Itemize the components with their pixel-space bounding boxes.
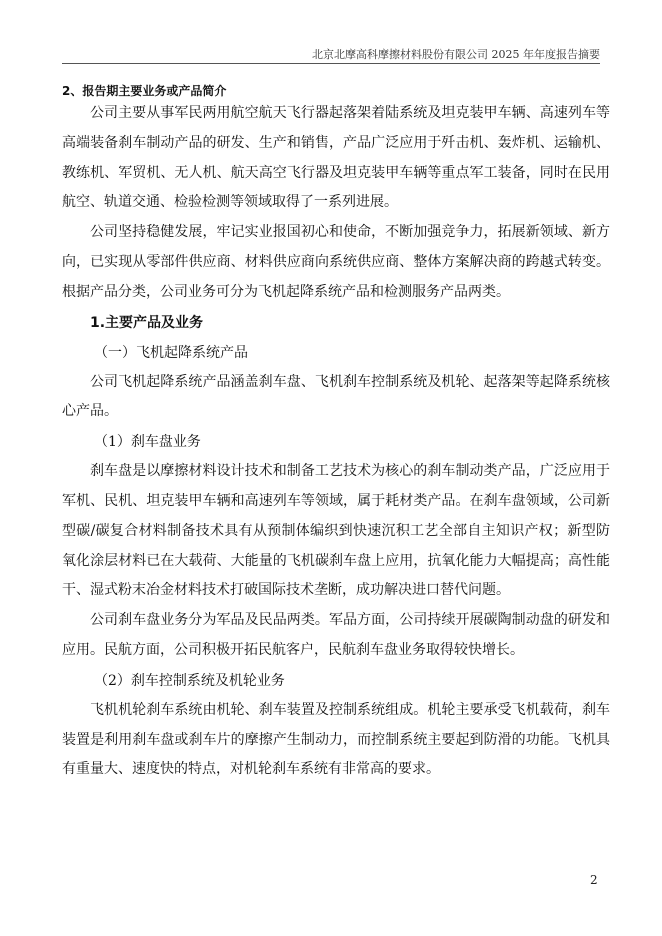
paragraph-landing-systems: 公司飞机起降系统产品涵盖刹车盘、飞机刹车控制系统及机轮、起落架等起降系统核心产品。 bbox=[62, 373, 610, 420]
section-title: 2、报告期主要业务或产品简介 bbox=[62, 84, 227, 98]
paragraph-brake-disc-markets: 公司刹车盘业务分为军品及民品两类。军品方面，公司持续开展碳陶制动盘的研发和应用。民航方面，公司积极开拓民航客户，民航刹车盘业务取得较快增长。 bbox=[62, 612, 610, 658]
subsection-title-main-products: 1.主要产品及业务 bbox=[90, 314, 204, 331]
paragraph-brake-disc: 刹车盘是以摩擦材料设计技术和制备工艺技术为核心的刹车制动类产品，广泛应用于军机、民机、坦克装甲车辆和高速列车等领域，属于耗材类产品。在刹车盘领域，公司新型碳/碳复合材料制备技术具有从预制体编织到快速沉积工艺全部自主知识产权；新型防氧化涂层材料已在大载荷、大能量的飞机碳刹车盘上应用，抗氧化能力大幅提高；高性能干、湿式粉末冶金材料技术打破国际技术垄断，成功解决进口替代问题。 bbox=[62, 463, 610, 599]
paragraph-business-overview: 公司主要从事军民两用航空航天飞行器起落架着陆系统及坦克装甲车辆、高速列车等高端装备刹车制动产品的研发、生产和销售，产品广泛应用于歼击机、轰炸机、运输机、教练机、军贸机、无人机、航天高空飞行器及坦克装甲车辆等重点军工装备，同时在民用航空、轨道交通、检验检测等领域取得了一系列进展。 bbox=[62, 105, 610, 211]
paragraph-brake-control: 飞机机轮刹车系统由机轮、刹车装置及控制系统组成。机轮主要承受飞机载荷，刹车装置是利用刹车盘或刹车片的摩擦产生制动力，而控制系统主要起到防滑的功能。飞机具有重量大、速度快的特点，对机轮刹车系统有非常高的要求。 bbox=[62, 701, 610, 778]
item-title-brake-disc: （1）刹车盘业务 bbox=[94, 434, 201, 451]
page-number: 2 bbox=[590, 873, 598, 887]
subsection-title-landing-systems: （一）飞机起降系统产品 bbox=[94, 344, 248, 361]
item-title-brake-control: （2）刹车控制系统及机轮业务 bbox=[94, 672, 285, 689]
header-divider bbox=[62, 63, 600, 64]
document-body bbox=[62, 72, 610, 785]
paragraph-development-strategy: 公司坚持稳健发展，牢记实业报国初心和使命，不断加强竞争力，拓展新领域、新方向，已实现从零部件供应商、材料供应商向系统供应商、整体方案解决商的跨越式转变。根据产品分类，公司业务可分为飞机起降系统产品和检测服务产品两类。 bbox=[62, 224, 610, 300]
report-header: 北京北摩高科摩擦材料股份有限公司 2025 年年度报告摘要 bbox=[312, 48, 600, 61]
